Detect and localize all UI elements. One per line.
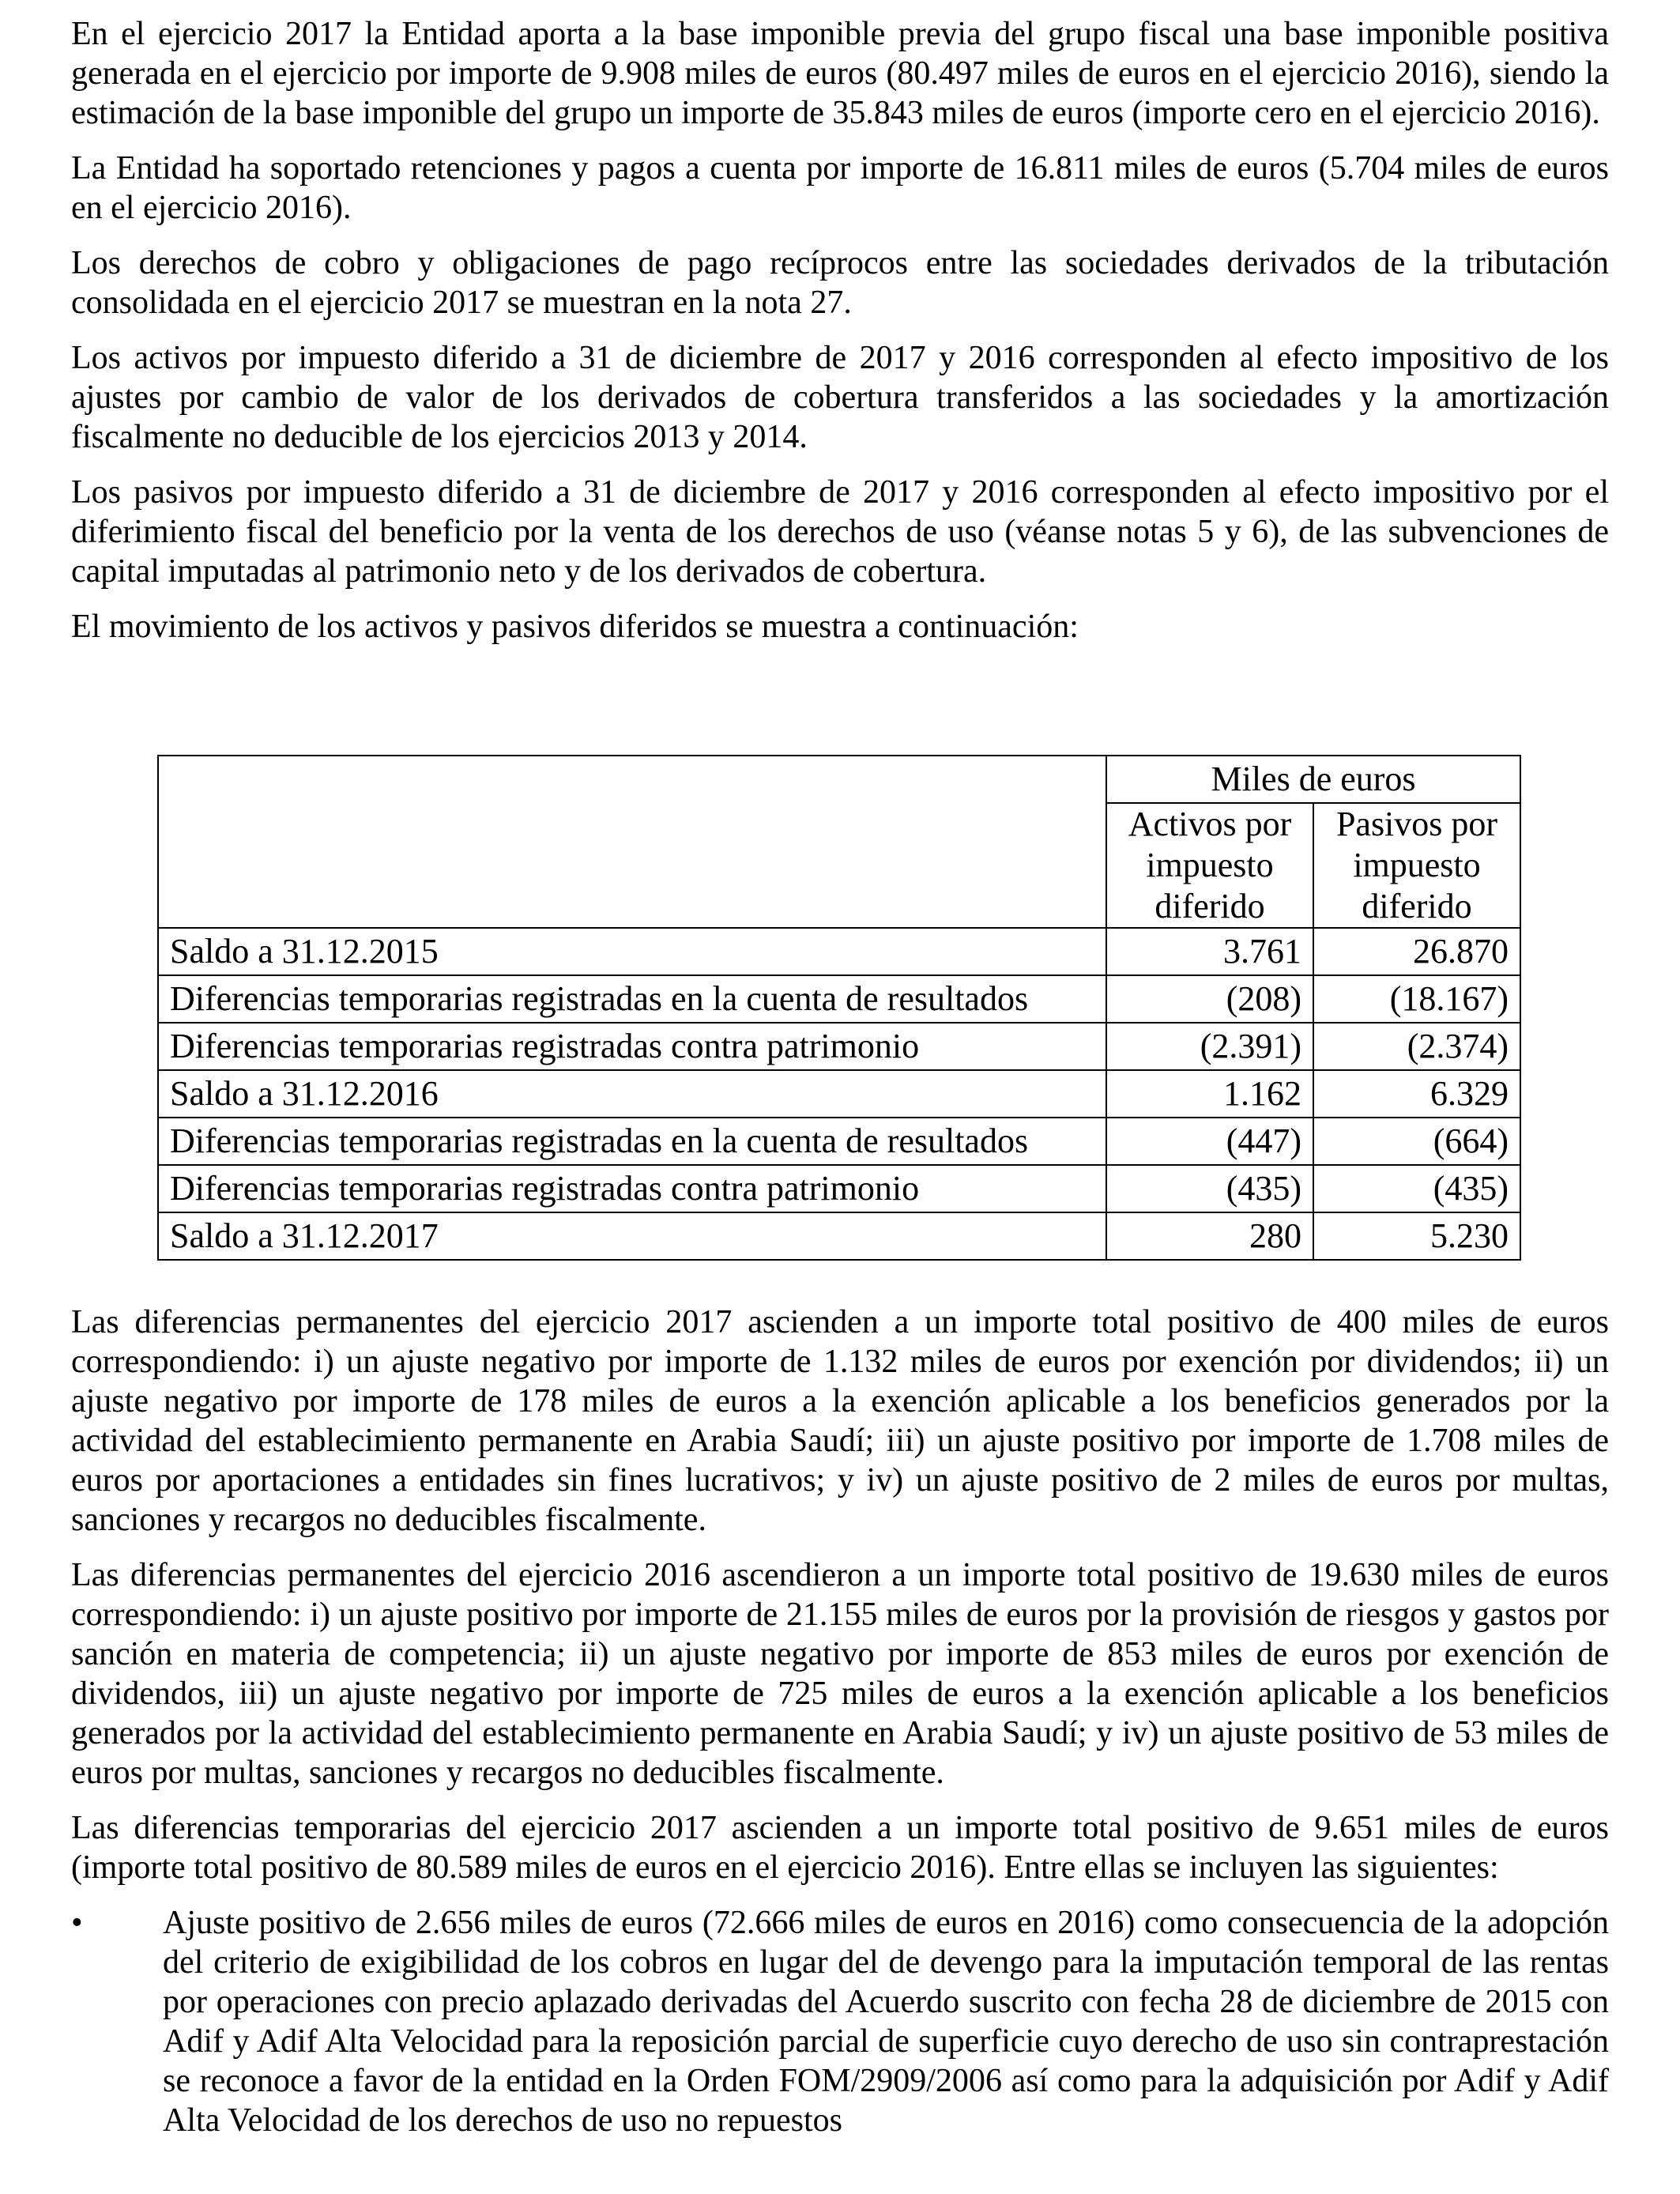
bullet-list-item <box>71 1903 1609 2140</box>
paragraph-permanentes-2017: Las diferencias permanentes del ejercicio 2017 ascienden a un importe total positivo de 400 miles de euros correspondiendo: i) un ajuste negativo por importe de 1.132 miles de euros por exención por dividendos; ii) un ajuste negativo por importe de 178 miles de euros a la exención aplicable a los beneficios generados por la actividad del establecimiento permanente en Arabia Saudí; iii) un ajuste positivo por importe de 1.708 miles de euros por aportaciones a entidades sin fines lucrativos; y iv) un ajuste positivo de 2 miles de euros por multas, sanciones y recargos no deducibles fiscalmente. <box>71 1304 1609 1538</box>
col-header-activos-line: impuesto <box>1146 846 1274 884</box>
table-row <box>158 1165 1520 1212</box>
row-pasivos: (18.167) <box>1313 975 1520 1023</box>
table-row <box>158 975 1520 1023</box>
bullet-text: Ajuste positivo de 2.656 miles de euros (72.666 miles de euros en 2016) como consecuencia de la adopción del criterio de exigibilidad de los cobros en lugar del de devengo para la imputación temporal de las rentas por operaciones con precio aplazado derivadas del Acuerdo suscrito con fecha 28 de diciembre de 2015 con Adif y Adif Alta Velocidad para la reposición parcial de superficie cuyo derecho de uso sin contraprestación se reconoce a favor de la entidad en la Orden FOM/2909/2006 así como para la adquisición por Adif y Adif Alta Velocidad de los derechos de uso no repuestos <box>163 1905 1609 2139</box>
paragraph-retenciones: La Entidad ha soportado retenciones y pagos a cuenta por importe de 16.811 miles de euros (5.704 miles de euros en el ejercicio 2016). <box>71 150 1609 226</box>
paragraph-pasivos-diferidos: Los pasivos por impuesto diferido a 31 de diciembre de 2017 y 2016 corresponden al efecto impositivo por el diferimiento fiscal del beneficio por la venta de los derechos de uso (véanse notas 5 y 6), de las subvenciones de capital imputadas al patrimonio neto y de los derivados de cobertura. <box>71 474 1609 590</box>
table-row <box>158 1212 1520 1260</box>
row-activos: (435) <box>1106 1165 1313 1212</box>
paragraph-temporarias-2017: Las diferencias temporarias del ejercicio 2017 ascienden a un importe total positivo de 9.651 miles de euros (importe total positivo de 80.589 miles de euros en el ejercicio 2016). Entre ellas se incluyen las siguientes: <box>71 1810 1609 1886</box>
table-header-row-1 <box>158 756 1520 803</box>
row-activos: (2.391) <box>1106 1023 1313 1070</box>
table-row <box>158 1070 1520 1118</box>
row-label: Diferencias temporarias registradas contra patrimonio <box>158 1165 1106 1212</box>
deferred-tax-table <box>157 755 1521 1261</box>
table-header-blank <box>158 756 1106 928</box>
paragraph-activos-diferidos: Los activos por impuesto diferido a 31 de diciembre de 2017 y 2016 corresponden al efecto impositivo de los ajustes por cambio de valor de los derivados de cobertura transferidos a las sociedades y la amortización fiscalmente no deducible de los ejercicios 2013 y 2014. <box>71 340 1609 455</box>
col-header-pasivos-line: diferido <box>1362 887 1472 925</box>
row-label: Diferencias temporarias registradas contra patrimonio <box>158 1023 1106 1070</box>
col-header-pasivos-line: impuesto <box>1353 846 1481 884</box>
table-group-header: Miles de euros <box>1106 756 1520 803</box>
row-pasivos: (435) <box>1313 1165 1520 1212</box>
col-header-pasivos <box>1313 803 1520 928</box>
col-header-activos-line: Activos por <box>1128 805 1292 843</box>
bottom-text <box>71 1302 1609 2140</box>
paragraph-movimiento-intro: El movimiento de los activos y pasivos diferidos se muestra a continuación: <box>71 609 1079 645</box>
col-header-pasivos-line: Pasivos por <box>1335 805 1498 843</box>
top-text <box>71 14 1609 662</box>
table-row <box>158 1118 1520 1165</box>
row-label: Saldo a 31.12.2017 <box>158 1212 1106 1260</box>
col-header-activos <box>1106 803 1313 928</box>
row-activos: (208) <box>1106 975 1313 1023</box>
paragraph-derechos-cobro: Los derechos de cobro y obligaciones de pago recíprocos entre las sociedades derivados de la tributación consolidada en el ejercicio 2017 se muestran en la nota 27. <box>71 245 1609 321</box>
paragraph-permanentes-2016: Las diferencias permanentes del ejercicio 2016 ascendieron a un importe total positivo de 19.630 miles de euros correspondiendo: i) un ajuste positivo por importe de 21.155 miles de euros por la provisión de riesgos y gastos por sanción en materia de competencia; ii) un ajuste negativo por importe de 853 miles de euros por exención de dividendos, iii) un ajuste negativo por importe de 725 miles de euros a la exención aplicable a los beneficios generados por la actividad del establecimiento permanente en Arabia Saudí; y iv) un ajuste positivo de 53 miles de euros por multas, sanciones y recargos no deducibles fiscalmente. <box>71 1557 1609 1791</box>
paragraph-base-imponible: En el ejercicio 2017 la Entidad aporta a la base imponible previa del grupo fiscal una base imponible positiva generada en el ejercicio por importe de 9.908 miles de euros (80.497 miles de euros en el ejercicio 2016), siendo la estimación de la base imponible del grupo un importe de 35.843 miles de euros (importe cero en el ejercicio 2016). <box>71 16 1609 131</box>
bullet-icon: • <box>71 1905 83 1941</box>
row-pasivos: (2.374) <box>1313 1023 1520 1070</box>
row-pasivos: 26.870 <box>1313 928 1520 975</box>
row-label: Saldo a 31.12.2016 <box>158 1070 1106 1118</box>
col-header-activos-line: diferido <box>1155 887 1265 925</box>
row-activos: 280 <box>1106 1212 1313 1260</box>
row-activos: 3.761 <box>1106 928 1313 975</box>
row-activos: 1.162 <box>1106 1070 1313 1118</box>
row-label: Saldo a 31.12.2015 <box>158 928 1106 975</box>
row-label: Diferencias temporarias registradas en la cuenta de resultados <box>158 975 1106 1023</box>
row-pasivos: (664) <box>1313 1118 1520 1165</box>
row-label: Diferencias temporarias registradas en la cuenta de resultados <box>158 1118 1106 1165</box>
table-row <box>158 928 1520 975</box>
row-pasivos: 6.329 <box>1313 1070 1520 1118</box>
table-row <box>158 1023 1520 1070</box>
row-activos: (447) <box>1106 1118 1313 1165</box>
row-pasivos: 5.230 <box>1313 1212 1520 1260</box>
